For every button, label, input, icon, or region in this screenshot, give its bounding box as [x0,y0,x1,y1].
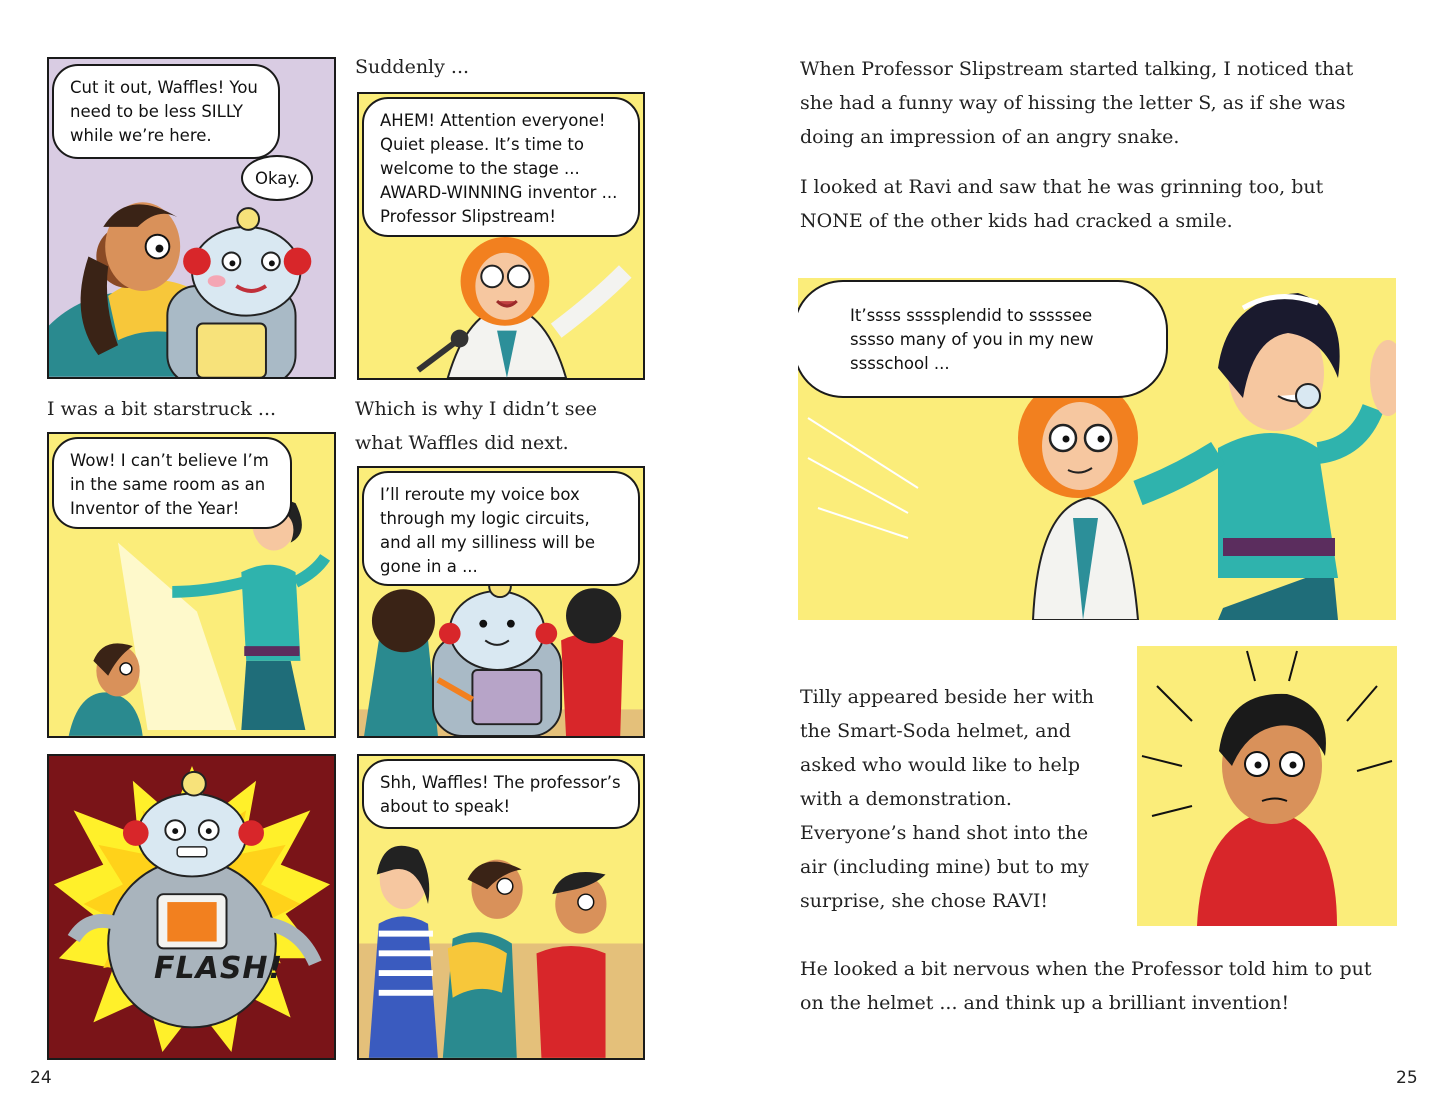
speech-bubble: Wow! I can’t believe I’m in the same room as an Inventor of the Year! [52,437,292,529]
speech-bubble: Shh, Waffles! The professor’s about to speak! [362,759,640,829]
paragraph: Tilly appeared beside her with the Smart-Soda helmet, and asked who would like to help with a demonstration. Everyone’s hand shot into the air (including mine) but to my surprise, she chose RAVI! [800,686,1094,912]
speech-bubble: It’ssss ssssplendid to sssssee sssso many of you in my new sssschool ... [798,280,1168,398]
comic-panel-4 [357,466,645,738]
speech-bubble: I’ll reroute my voice box through my logic circuits, and all my silliness will be gone in a ... [362,471,640,586]
comic-panel-6 [357,754,645,1060]
paragraph: I looked at Ravi and saw that he was grinning too, but NONE of the other kids had cracked a smile. [800,176,1324,232]
paragraph: He looked a bit nervous when the Professor told him to put on the helmet ... and think up a brilliant invention! [800,958,1372,1014]
ravi-panel-art [1137,646,1397,926]
speech-bubble: Cut it out, Waffles! You need to be less SILLY while we’re here. [52,64,280,159]
comic-panel-ravi [1137,646,1397,926]
page-number-right: 25 [1396,1068,1418,1088]
page-number-left: 24 [30,1068,52,1088]
comic-panel-3 [47,432,336,738]
comic-panel-5 [47,754,336,1060]
sound-effect: FLASH! [154,951,284,986]
comic-panel-professor [798,278,1396,620]
speech-bubble: Okay. [241,155,313,201]
panel-5-art [49,756,334,1058]
comic-panel-1 [47,57,336,379]
comic-panel-2 [357,92,645,380]
paragraph: When Professor Slipstream started talking, I noticed that she had a funny way of hissing the letter S, as if she was doing an impression of an angry snake. [800,58,1354,148]
panel-caption: Which is why I didn’t see what Waffles did next. [355,398,598,454]
speech-bubble: AHEM! Attention everyone! Quiet please. It’s time to welcome to the stage ... AWARD-WINNING inventor ... Professor Slipstream! [362,97,640,237]
panel-caption: I was a bit starstruck ... [47,398,277,420]
panel-caption: Suddenly ... [355,56,470,78]
